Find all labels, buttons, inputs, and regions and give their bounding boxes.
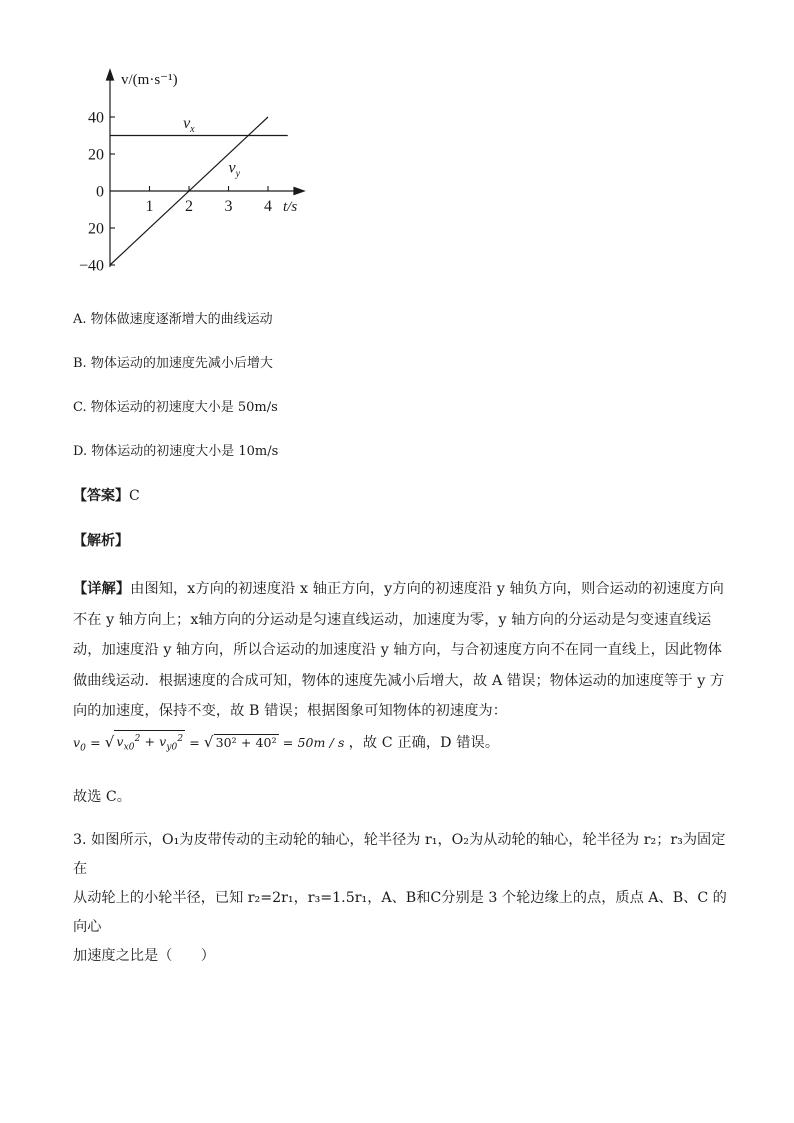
x-axis-arrow — [294, 188, 304, 195]
x-tick-label: 2 — [185, 198, 193, 215]
x-tick-label: 1 — [145, 198, 154, 215]
y-tick-label: 0 — [96, 183, 104, 201]
y-axis-label: v/(m·s⁻¹) — [121, 72, 178, 88]
y-tick-label: 40 — [88, 109, 104, 127]
answer-value: C — [129, 488, 140, 504]
y-axis-arrow — [107, 70, 114, 80]
x-tick-label: 4 — [264, 198, 272, 215]
detail-paragraph — [73, 574, 733, 764]
question-3-line-3: 加速度之比是（ ） — [73, 948, 215, 964]
y-tick-label: 20 — [88, 220, 104, 238]
answer-tag: 【答案】 — [73, 488, 129, 504]
option-c: C. 物体运动的初速度大小是 50m/s — [73, 400, 278, 415]
chart-axes — [107, 70, 305, 267]
x-tick-label: 3 — [224, 198, 233, 215]
analysis-tag: 【解析】 — [73, 533, 129, 549]
question-3-line-2: 从动轮上的小轮半径，已知 r₂=2r₁，r₃=1.5r₁，A、B和C分别是 3 个轮边缘上的点，质点 A、B、C 的向心 — [73, 890, 727, 935]
series-label-vx: $v_x$ — [183, 115, 195, 136]
question-3-line-1: 3. 如图所示，O₁为皮带传动的主动轮的轴心，轮半径为 r₁，O₂为从动轮的轴心，轮半径为 r₂；r₃为固定在 — [73, 832, 726, 877]
option-b: B. 物体运动的加速度先减小后增大 — [73, 356, 273, 371]
detail-text-end: ，故 C 正确，D 错误。 — [348, 734, 500, 751]
series-label-vy: $v_y$ — [228, 159, 241, 180]
x-axis-label: t/s — [283, 199, 298, 215]
y-tick-label: −40 — [78, 257, 104, 275]
velocity-time-chart — [70, 60, 320, 285]
conclusion: 故选 C。 — [73, 789, 131, 805]
option-d: D. 物体运动的初速度大小是 10m/s — [73, 444, 279, 459]
y-tick-label: 20 — [88, 146, 104, 164]
detail-text: 由图知，x方向的初速度沿 x 轴正方向，y方向的初速度沿 y 轴负方向，则合运动的初速度方向不在 y 轴方向上；x轴方向的分运动是匀速直线运动，加速度为零，y 轴方向的分运动是匀变速直线运动，加速度沿 y 轴方向，所以合运动的加速度沿 y 轴方向，与合初速度方向不在同一直线上，因此物体做曲线运动．根据速度的合成可知，物体的速度先减小后增大，故 A 错误；物体运动的加速度等于 y 方向的加速度，保持不变，故 B 错误；根据图象可知物体的初速度为： — [73, 581, 725, 719]
option-a: A. 物体做速度逐渐增大的曲线运动 — [73, 312, 273, 327]
answer-line — [73, 486, 140, 506]
chart-ticks — [79, 110, 272, 275]
detail-tag: 【详解】 — [73, 581, 131, 597]
chart-series — [110, 115, 288, 265]
initial-velocity-formula: $v_0$ = √ $v_{x0}^2 + v_{y0}^2$ = √ 30² + 40² = 50m / s — [73, 735, 349, 750]
question-3 — [73, 826, 733, 971]
